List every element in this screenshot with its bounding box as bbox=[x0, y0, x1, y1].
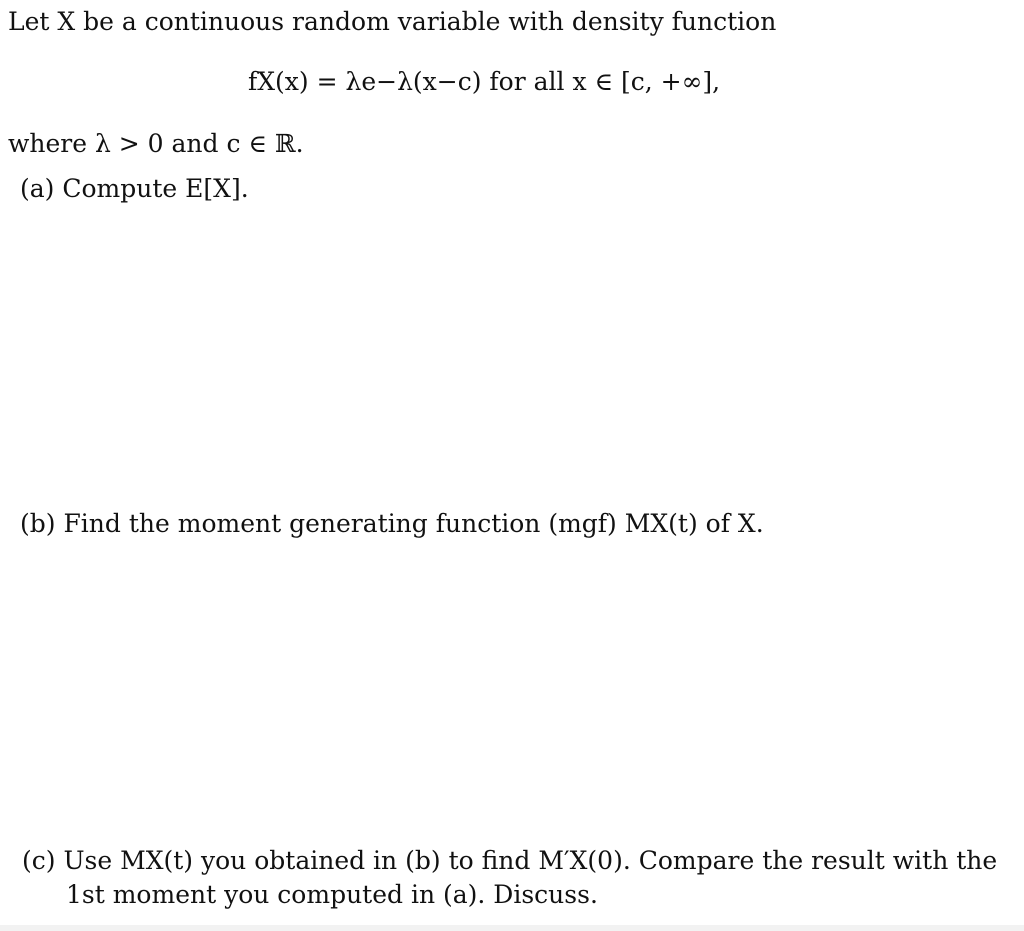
question-b: (b) Find the moment generating function (mgf) MX(t) of X. bbox=[20, 509, 764, 538]
question-c-line-2: 1st moment you computed in (a). Discuss. bbox=[66, 880, 598, 909]
question-a: (a) Compute E[X]. bbox=[20, 174, 249, 203]
parameter-conditions: where λ > 0 and c ∈ ℝ. bbox=[8, 129, 304, 158]
density-function: fX(x) = λe−λ(x−c) for all x ∈ [c, +∞], bbox=[248, 67, 721, 96]
question-c-line-1: (c) Use MX(t) you obtained in (b) to find M′X(0). Compare the result with the bbox=[22, 846, 998, 875]
intro-text: Let X be a continuous random variable with density function bbox=[8, 7, 777, 36]
bottom-strip bbox=[0, 925, 1024, 931]
